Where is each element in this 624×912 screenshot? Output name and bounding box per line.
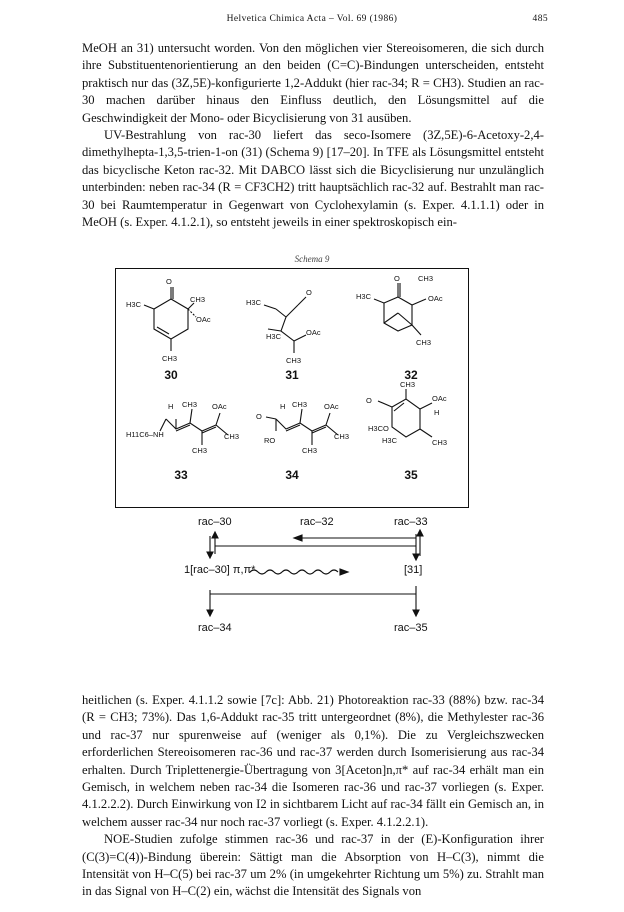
atom-label: OAc — [212, 402, 227, 411]
atom-label: H — [280, 402, 286, 411]
running-header — [0, 14, 624, 34]
compound-number: 30 — [164, 368, 178, 382]
atom-label: CH3 — [182, 400, 198, 409]
atom-label: O — [166, 277, 172, 286]
atom-label: O — [256, 412, 262, 421]
atom-label: CH3 — [432, 438, 448, 447]
structures-svg — [116, 269, 468, 507]
scheme-node-rac32: rac–32 — [300, 516, 334, 528]
atom-label: H — [434, 408, 440, 417]
atom-label: H3C — [246, 298, 262, 307]
atom-label: CH3 — [162, 354, 178, 363]
atom-label: CH3 — [334, 432, 350, 441]
atom-label: CH3 — [418, 274, 434, 283]
scheme-node-rac33: rac–33 — [394, 516, 428, 528]
compound-number: 33 — [174, 468, 188, 482]
body-text-bottom — [82, 692, 544, 901]
compound-number: 35 — [404, 468, 418, 482]
atom-label: CH3 — [416, 338, 432, 347]
journal-title: Helvetica Chimica Acta – Vol. 69 (1986) — [226, 14, 398, 24]
compound-number: 34 — [285, 468, 299, 482]
atom-label: H3C — [356, 292, 372, 301]
atom-label: OAc — [324, 402, 339, 411]
scheme-node-excited: 1[rac–30] π,π* — [184, 564, 256, 576]
atom-label: H — [168, 402, 174, 411]
compound-30-ring — [154, 299, 188, 339]
atom-label: O — [394, 274, 400, 283]
atom-label: OAc — [196, 315, 211, 324]
body-text-top — [82, 40, 544, 231]
paragraph: heitlichen (s. Exper. 4.1.1.2 sowie [7c]: Abb. 21) Photoreaktion rac-33 (88%) bzw. rac-34 (R = CH3; 73%). Das 1,6-Addukt rac-35 tritt untergeordnet (8%), die Methylester rac-36 und rac-37 nur spurenweise auf (weniger als 0,1%). Die zu Vergleichszwecken erforderlichen Stereoisomeren rac-36 und rac-37 werden durch Isomerisierung aus rac-34 erhalten. Durch Triplettenergie-Übertragung von 3[Aceton]n,π* auf rac-34 erhält man ein Gemisch, in welchem neben rac-34 die Isomeren rac-36 und rac-37 vorliegen (s. Exper. 4.1.2.2.2). Durch Einwirkung von I2 in sichtbarem Licht auf rac-34 fällt ein Gemisch an, in welchem ausser rac-34 nur noch rac-37 vorliegt (s. Exper. 4.1.2.2.1). — [82, 693, 544, 829]
atom-label: H11C6–NH — [126, 430, 164, 439]
atom-label: CH3 — [224, 432, 240, 441]
schema-title: Schema 9 — [294, 254, 330, 264]
atom-label: H3C — [126, 300, 142, 309]
atom-label: CH3 — [286, 356, 302, 365]
atom-label: OAc — [432, 394, 447, 403]
atom-label: H3C — [266, 332, 282, 341]
paragraph: MeOH an 31) untersucht worden. Von den möglichen vier Stereoisomeren, die sich durch ihre Substituentenorientierung an den beiden (C=C)-Bindungen unterscheiden, entsteht praktisch nur das (3Z,5E)-konfigurierte 1,2-Addukt (hier rac-34; R = CH3). Studien an rac-30 machen darüber hinaus den Einfluss deutlich, den Lösungsmittel auf die Geschwindigkeit der Mono- oder Bicyclisierung von 31 ausüben. — [82, 41, 544, 125]
compound-number: 31 — [285, 368, 299, 382]
atom-label: CH3 — [190, 295, 206, 304]
compound-number: 32 — [404, 368, 418, 382]
scheme-node-rac30: rac–30 — [198, 516, 232, 528]
atom-label: CH3 — [192, 446, 208, 455]
paragraph: UV-Bestrahlung von rac-30 liefert das seco-Isomere (3Z,5E)-6-Acetoxy-2,4-dimethylhepta-1,3,5-trien-1-on (31) (Schema 9) [17–20]. In TFE als Lösungsmittel entsteht das bicyclische Keton rac-32. Mit DABCO lässt sich die Bicyclisierung nur unzulänglich unterbinden: neben rac-34 (R = CF3CH2) tritt hauptsächlich rac-32 auf. Bestrahlt man rac-30 bei Raumtemperatur in Gegenwart von Cyclohexylamin (s. Exper. 4.1.1.1) oder in MeOH (s. Exper. 4.1.2.1), so entsteht jeweils in einer spektroskopisch ein- — [82, 128, 544, 230]
page-number: 485 — [532, 14, 548, 24]
scheme-node-rac35: rac–35 — [394, 622, 428, 634]
compound-32-frame — [384, 297, 412, 331]
atom-label: H3CO — [368, 424, 389, 433]
atom-label: CH3 — [292, 400, 308, 409]
scheme-node-rac34: rac–34 — [198, 622, 232, 634]
compound-33-chain — [166, 419, 228, 435]
atom-label: OAc — [428, 294, 443, 303]
atom-label: CH3 — [400, 380, 416, 389]
reaction-scheme — [180, 512, 450, 672]
structure-figure — [115, 268, 469, 508]
atom-label: O — [306, 288, 312, 297]
paragraph: NOE-Studien zufolge stimmen rac-36 und rac-37 in der (E)-Konfiguration ihrer (C(3)=C(4))-Bindung überein: Sättigt man die Absorption von H–C(3), nimmt die Intensität von H–C(5) bei rac-37 um 2% (in umgekehrter Richtung um 5%) zu. Strahlt man in das Signal von H–C(2) ein, wächst die Intensität des Signals von — [82, 832, 544, 899]
scheme-node-31: [31] — [404, 564, 423, 576]
atom-label: O — [366, 396, 372, 405]
atom-label: RO — [264, 436, 276, 445]
reaction-arrows — [180, 512, 450, 672]
compound-34-chain — [276, 419, 338, 435]
compound-35-ring — [392, 399, 420, 437]
atom-label: CH3 — [302, 446, 318, 455]
atom-label: OAc — [306, 328, 321, 337]
atom-label: H3C — [382, 436, 398, 445]
